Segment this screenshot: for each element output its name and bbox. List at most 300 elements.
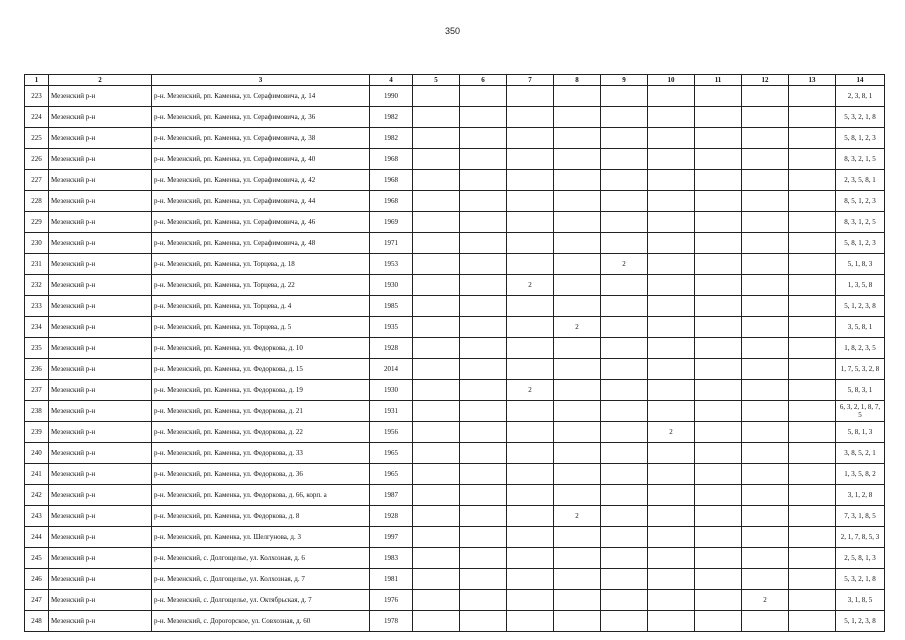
column-header-9: 9 — [601, 75, 648, 86]
address-cell: р-н. Мезенский, рп. Каменка, ул. Федоркова, д. 15 — [152, 359, 370, 380]
column-5-cell — [413, 527, 460, 548]
column-5-cell — [413, 128, 460, 149]
address-cell: р-н. Мезенский, с. Долгощелье, ул. Октябрьская, д. 7 — [152, 590, 370, 611]
column-10-cell — [648, 275, 695, 296]
column-13-cell — [789, 149, 836, 170]
table-row — [25, 191, 885, 212]
table-row — [25, 527, 885, 548]
column-7-cell — [507, 212, 554, 233]
column-12-cell — [742, 296, 789, 317]
table-row — [25, 128, 885, 149]
column-7-cell — [507, 191, 554, 212]
column-5-cell — [413, 338, 460, 359]
column-6-cell — [460, 296, 507, 317]
table-row — [25, 338, 885, 359]
table-row — [25, 233, 885, 254]
column-12-cell — [742, 506, 789, 527]
address-cell: р-н. Мезенский, рп. Каменка, ул. Торцева, д. 22 — [152, 275, 370, 296]
column-13-cell — [789, 191, 836, 212]
row-number-cell: 237 — [25, 380, 49, 401]
year-cell: 1983 — [370, 548, 413, 569]
table-row — [25, 611, 885, 632]
column-5-cell — [413, 380, 460, 401]
column-10-cell — [648, 191, 695, 212]
column-5-cell — [413, 275, 460, 296]
column-10-cell — [648, 380, 695, 401]
column-8-cell — [554, 422, 601, 443]
district-cell: Мезенский р-н — [49, 380, 152, 401]
row-number-cell: 244 — [25, 527, 49, 548]
column-10-cell — [648, 464, 695, 485]
column-13-cell — [789, 338, 836, 359]
column-8-cell — [554, 128, 601, 149]
table-row — [25, 317, 885, 338]
column-10-cell — [648, 527, 695, 548]
column-9-cell — [601, 149, 648, 170]
row-number-cell: 223 — [25, 86, 49, 107]
column-13-cell — [789, 170, 836, 191]
row-number-cell: 229 — [25, 212, 49, 233]
district-cell: Мезенский р-н — [49, 212, 152, 233]
column-12-cell — [742, 443, 789, 464]
column-5-cell — [413, 464, 460, 485]
year-cell: 1990 — [370, 86, 413, 107]
address-cell: р-н. Мезенский, рп. Каменка, ул. Федоркова, д. 33 — [152, 443, 370, 464]
column-7-cell — [507, 443, 554, 464]
column-13-cell — [789, 422, 836, 443]
column-7-cell — [507, 359, 554, 380]
column-5-cell — [413, 401, 460, 422]
column-9-cell — [601, 86, 648, 107]
column-11-cell — [695, 149, 742, 170]
district-cell: Мезенский р-н — [49, 401, 152, 422]
priority-list-cell: 2, 3, 8, 1 — [836, 86, 885, 107]
column-11-cell — [695, 317, 742, 338]
year-cell: 1971 — [370, 233, 413, 254]
row-number-cell: 241 — [25, 464, 49, 485]
column-12-cell — [742, 275, 789, 296]
column-11-cell — [695, 548, 742, 569]
column-7-cell — [507, 149, 554, 170]
year-cell: 1987 — [370, 485, 413, 506]
column-13-cell — [789, 296, 836, 317]
column-12-cell — [742, 527, 789, 548]
table-row — [25, 569, 885, 590]
column-8-cell — [554, 233, 601, 254]
column-11-cell — [695, 170, 742, 191]
priority-list-cell: 3, 5, 8, 1 — [836, 317, 885, 338]
year-cell: 1928 — [370, 506, 413, 527]
column-10-cell — [648, 212, 695, 233]
column-7-cell — [507, 548, 554, 569]
table-row — [25, 170, 885, 191]
priority-list-cell: 5, 8, 3, 1 — [836, 380, 885, 401]
column-12-cell — [742, 422, 789, 443]
column-6-cell — [460, 128, 507, 149]
column-10-cell — [648, 443, 695, 464]
year-cell: 1956 — [370, 422, 413, 443]
year-cell: 1976 — [370, 590, 413, 611]
column-11-cell — [695, 254, 742, 275]
column-11-cell — [695, 86, 742, 107]
column-header-10: 10 — [648, 75, 695, 86]
row-number-cell: 232 — [25, 275, 49, 296]
priority-list-cell: 2, 3, 5, 8, 1 — [836, 170, 885, 191]
column-11-cell — [695, 233, 742, 254]
column-10-cell — [648, 359, 695, 380]
district-cell: Мезенский р-н — [49, 422, 152, 443]
column-6-cell — [460, 359, 507, 380]
column-5-cell — [413, 170, 460, 191]
column-11-cell — [695, 212, 742, 233]
address-cell: р-н. Мезенский, рп. Каменка, ул. Шелгунова, д. 3 — [152, 527, 370, 548]
column-10-cell — [648, 233, 695, 254]
row-number-cell: 225 — [25, 128, 49, 149]
column-6-cell — [460, 611, 507, 632]
column-6-cell — [460, 569, 507, 590]
address-cell: р-н. Мезенский, рп. Каменка, ул. Федоркова, д. 21 — [152, 401, 370, 422]
district-cell: Мезенский р-н — [49, 149, 152, 170]
column-8-cell: 2 — [554, 317, 601, 338]
column-9-cell — [601, 527, 648, 548]
table-row — [25, 107, 885, 128]
column-8-cell — [554, 611, 601, 632]
column-8-cell — [554, 464, 601, 485]
district-cell: Мезенский р-н — [49, 506, 152, 527]
column-5-cell — [413, 317, 460, 338]
column-7-cell — [507, 506, 554, 527]
year-cell: 1965 — [370, 443, 413, 464]
year-cell: 1968 — [370, 149, 413, 170]
address-cell: р-н. Мезенский, с. Долгощелье, ул. Колхозная, д. 7 — [152, 569, 370, 590]
column-8-cell — [554, 191, 601, 212]
column-7-cell — [507, 464, 554, 485]
year-cell: 1930 — [370, 275, 413, 296]
page-number: 350 — [444, 26, 461, 36]
column-13-cell — [789, 569, 836, 590]
column-8-cell — [554, 527, 601, 548]
row-number-cell: 236 — [25, 359, 49, 380]
priority-list-cell: 2, 5, 8, 1, 3 — [836, 548, 885, 569]
header-row — [25, 75, 885, 86]
column-6-cell — [460, 191, 507, 212]
column-10-cell — [648, 317, 695, 338]
column-10-cell — [648, 401, 695, 422]
column-5-cell — [413, 548, 460, 569]
column-10-cell — [648, 149, 695, 170]
column-11-cell — [695, 380, 742, 401]
column-6-cell — [460, 170, 507, 191]
column-7-cell — [507, 422, 554, 443]
row-number-cell: 247 — [25, 590, 49, 611]
district-cell: Мезенский р-н — [49, 191, 152, 212]
row-number-cell: 233 — [25, 296, 49, 317]
column-6-cell — [460, 107, 507, 128]
priority-list-cell: 1, 3, 5, 8, 2 — [836, 464, 885, 485]
column-8-cell — [554, 275, 601, 296]
row-number-cell: 239 — [25, 422, 49, 443]
column-header-4: 4 — [370, 75, 413, 86]
column-12-cell — [742, 254, 789, 275]
year-cell: 1997 — [370, 527, 413, 548]
column-5-cell — [413, 107, 460, 128]
column-11-cell — [695, 296, 742, 317]
column-6-cell — [460, 506, 507, 527]
column-header-5: 5 — [413, 75, 460, 86]
district-cell: Мезенский р-н — [49, 254, 152, 275]
address-cell: р-н. Мезенский, рп. Каменка, ул. Федоркова, д. 66, корп. а — [152, 485, 370, 506]
column-header-3: 3 — [152, 75, 370, 86]
column-header-12: 12 — [742, 75, 789, 86]
table-row — [25, 443, 885, 464]
column-5-cell — [413, 149, 460, 170]
column-5-cell — [413, 212, 460, 233]
district-cell: Мезенский р-н — [49, 338, 152, 359]
address-cell: р-н. Мезенский, с. Дорогорское, ул. Совхозная, д. 60 — [152, 611, 370, 632]
column-13-cell — [789, 401, 836, 422]
address-cell: р-н. Мезенский, рп. Каменка, ул. Серафимовича, д. 46 — [152, 212, 370, 233]
column-8-cell — [554, 548, 601, 569]
housing-registry-table — [24, 74, 885, 632]
column-8-cell — [554, 569, 601, 590]
row-number-cell: 243 — [25, 506, 49, 527]
column-11-cell — [695, 191, 742, 212]
table-row — [25, 506, 885, 527]
column-7-cell — [507, 485, 554, 506]
district-cell: Мезенский р-н — [49, 359, 152, 380]
priority-list-cell: 5, 1, 2, 3, 8 — [836, 296, 885, 317]
column-header-1: 1 — [25, 75, 49, 86]
column-10-cell — [648, 107, 695, 128]
column-11-cell — [695, 569, 742, 590]
priority-list-cell: 5, 3, 2, 1, 8 — [836, 107, 885, 128]
column-9-cell — [601, 359, 648, 380]
column-6-cell — [460, 485, 507, 506]
column-9-cell — [601, 590, 648, 611]
column-11-cell — [695, 485, 742, 506]
column-13-cell — [789, 527, 836, 548]
column-9-cell — [601, 212, 648, 233]
column-9-cell — [601, 338, 648, 359]
table-row — [25, 485, 885, 506]
column-9-cell — [601, 401, 648, 422]
year-cell: 1965 — [370, 464, 413, 485]
column-9-cell — [601, 380, 648, 401]
column-10-cell — [648, 590, 695, 611]
district-cell: Мезенский р-н — [49, 527, 152, 548]
column-8-cell — [554, 380, 601, 401]
column-11-cell — [695, 401, 742, 422]
column-11-cell — [695, 464, 742, 485]
column-9-cell — [601, 233, 648, 254]
district-cell: Мезенский р-н — [49, 569, 152, 590]
column-12-cell — [742, 233, 789, 254]
priority-list-cell: 8, 5, 1, 2, 3 — [836, 191, 885, 212]
address-cell: р-н. Мезенский, рп. Каменка, ул. Торцева, д. 4 — [152, 296, 370, 317]
priority-list-cell: 5, 1, 2, 3, 8 — [836, 611, 885, 632]
column-12-cell — [742, 191, 789, 212]
column-13-cell — [789, 590, 836, 611]
column-5-cell — [413, 506, 460, 527]
column-6-cell — [460, 527, 507, 548]
district-cell: Мезенский р-н — [49, 590, 152, 611]
priority-list-cell: 5, 8, 1, 2, 3 — [836, 233, 885, 254]
year-cell: 1968 — [370, 191, 413, 212]
year-cell: 1978 — [370, 611, 413, 632]
year-cell: 1953 — [370, 254, 413, 275]
priority-list-cell: 8, 3, 1, 2, 5 — [836, 212, 885, 233]
column-11-cell — [695, 527, 742, 548]
column-13-cell — [789, 506, 836, 527]
district-cell: Мезенский р-н — [49, 107, 152, 128]
address-cell: р-н. Мезенский, рп. Каменка, ул. Федоркова, д. 19 — [152, 380, 370, 401]
year-cell: 1928 — [370, 338, 413, 359]
address-cell: р-н. Мезенский, рп. Каменка, ул. Торцева, д. 5 — [152, 317, 370, 338]
address-cell: р-н. Мезенский, рп. Каменка, ул. Федоркова, д. 10 — [152, 338, 370, 359]
column-9-cell — [601, 191, 648, 212]
table-row — [25, 380, 885, 401]
column-13-cell — [789, 380, 836, 401]
column-7-cell: 2 — [507, 275, 554, 296]
district-cell: Мезенский р-н — [49, 548, 152, 569]
column-9-cell: 2 — [601, 254, 648, 275]
column-6-cell — [460, 254, 507, 275]
priority-list-cell: 7, 3, 1, 8, 5 — [836, 506, 885, 527]
column-9-cell — [601, 485, 648, 506]
column-7-cell — [507, 527, 554, 548]
column-10-cell: 2 — [648, 422, 695, 443]
district-cell: Мезенский р-н — [49, 464, 152, 485]
column-11-cell — [695, 506, 742, 527]
year-cell: 1968 — [370, 170, 413, 191]
address-cell: р-н. Мезенский, рп. Каменка, ул. Федоркова, д. 8 — [152, 506, 370, 527]
table-row — [25, 296, 885, 317]
address-cell: р-н. Мезенский, рп. Каменка, ул. Серафимовича, д. 44 — [152, 191, 370, 212]
column-6-cell — [460, 86, 507, 107]
row-number-cell: 242 — [25, 485, 49, 506]
column-5-cell — [413, 443, 460, 464]
column-header-6: 6 — [460, 75, 507, 86]
column-13-cell — [789, 275, 836, 296]
column-8-cell: 2 — [554, 506, 601, 527]
column-13-cell — [789, 443, 836, 464]
column-10-cell — [648, 296, 695, 317]
row-number-cell: 246 — [25, 569, 49, 590]
column-8-cell — [554, 443, 601, 464]
table-row — [25, 422, 885, 443]
column-7-cell — [507, 254, 554, 275]
table-row — [25, 548, 885, 569]
column-5-cell — [413, 254, 460, 275]
table-row — [25, 590, 885, 611]
column-8-cell — [554, 212, 601, 233]
column-9-cell — [601, 296, 648, 317]
column-6-cell — [460, 275, 507, 296]
column-10-cell — [648, 128, 695, 149]
district-cell: Мезенский р-н — [49, 275, 152, 296]
column-5-cell — [413, 569, 460, 590]
column-9-cell — [601, 170, 648, 191]
column-13-cell — [789, 254, 836, 275]
district-cell: Мезенский р-н — [49, 170, 152, 191]
column-5-cell — [413, 485, 460, 506]
column-12-cell — [742, 107, 789, 128]
column-6-cell — [460, 317, 507, 338]
priority-list-cell: 5, 1, 8, 3 — [836, 254, 885, 275]
column-8-cell — [554, 485, 601, 506]
column-13-cell — [789, 485, 836, 506]
column-12-cell — [742, 86, 789, 107]
table-row — [25, 254, 885, 275]
column-10-cell — [648, 611, 695, 632]
column-7-cell — [507, 338, 554, 359]
address-cell: р-н. Мезенский, рп. Каменка, ул. Серафимовича, д. 40 — [152, 149, 370, 170]
column-9-cell — [601, 443, 648, 464]
column-7-cell — [507, 233, 554, 254]
row-number-cell: 228 — [25, 191, 49, 212]
column-13-cell — [789, 233, 836, 254]
column-10-cell — [648, 86, 695, 107]
column-10-cell — [648, 485, 695, 506]
row-number-cell: 231 — [25, 254, 49, 275]
column-6-cell — [460, 401, 507, 422]
year-cell: 1930 — [370, 380, 413, 401]
district-cell: Мезенский р-н — [49, 86, 152, 107]
table-row — [25, 212, 885, 233]
column-12-cell — [742, 128, 789, 149]
column-8-cell — [554, 590, 601, 611]
column-7-cell — [507, 128, 554, 149]
column-11-cell — [695, 422, 742, 443]
district-cell: Мезенский р-н — [49, 485, 152, 506]
district-cell: Мезенский р-н — [49, 296, 152, 317]
column-10-cell — [648, 170, 695, 191]
column-12-cell — [742, 170, 789, 191]
column-7-cell — [507, 590, 554, 611]
table-row — [25, 359, 885, 380]
column-6-cell — [460, 590, 507, 611]
year-cell: 1931 — [370, 401, 413, 422]
table-row — [25, 149, 885, 170]
priority-list-cell: 6, 3, 2, 1, 8, 7, 5 — [836, 401, 885, 422]
column-6-cell — [460, 212, 507, 233]
row-number-cell: 226 — [25, 149, 49, 170]
priority-list-cell: 5, 8, 1, 3 — [836, 422, 885, 443]
column-11-cell — [695, 128, 742, 149]
column-13-cell — [789, 611, 836, 632]
column-5-cell — [413, 191, 460, 212]
column-header-13: 13 — [789, 75, 836, 86]
column-13-cell — [789, 317, 836, 338]
column-5-cell — [413, 611, 460, 632]
column-10-cell — [648, 254, 695, 275]
priority-list-cell: 3, 1, 2, 8 — [836, 485, 885, 506]
row-number-cell: 238 — [25, 401, 49, 422]
column-8-cell — [554, 359, 601, 380]
table-row — [25, 464, 885, 485]
column-5-cell — [413, 233, 460, 254]
column-9-cell — [601, 569, 648, 590]
column-8-cell — [554, 170, 601, 191]
address-cell: р-н. Мезенский, рп. Каменка, ул. Федоркова, д. 22 — [152, 422, 370, 443]
priority-list-cell: 1, 7, 5, 3, 2, 8 — [836, 359, 885, 380]
column-11-cell — [695, 590, 742, 611]
column-8-cell — [554, 338, 601, 359]
table-row — [25, 86, 885, 107]
column-7-cell — [507, 170, 554, 191]
address-cell: р-н. Мезенский, рп. Каменка, ул. Серафимовича, д. 42 — [152, 170, 370, 191]
row-number-cell: 245 — [25, 548, 49, 569]
